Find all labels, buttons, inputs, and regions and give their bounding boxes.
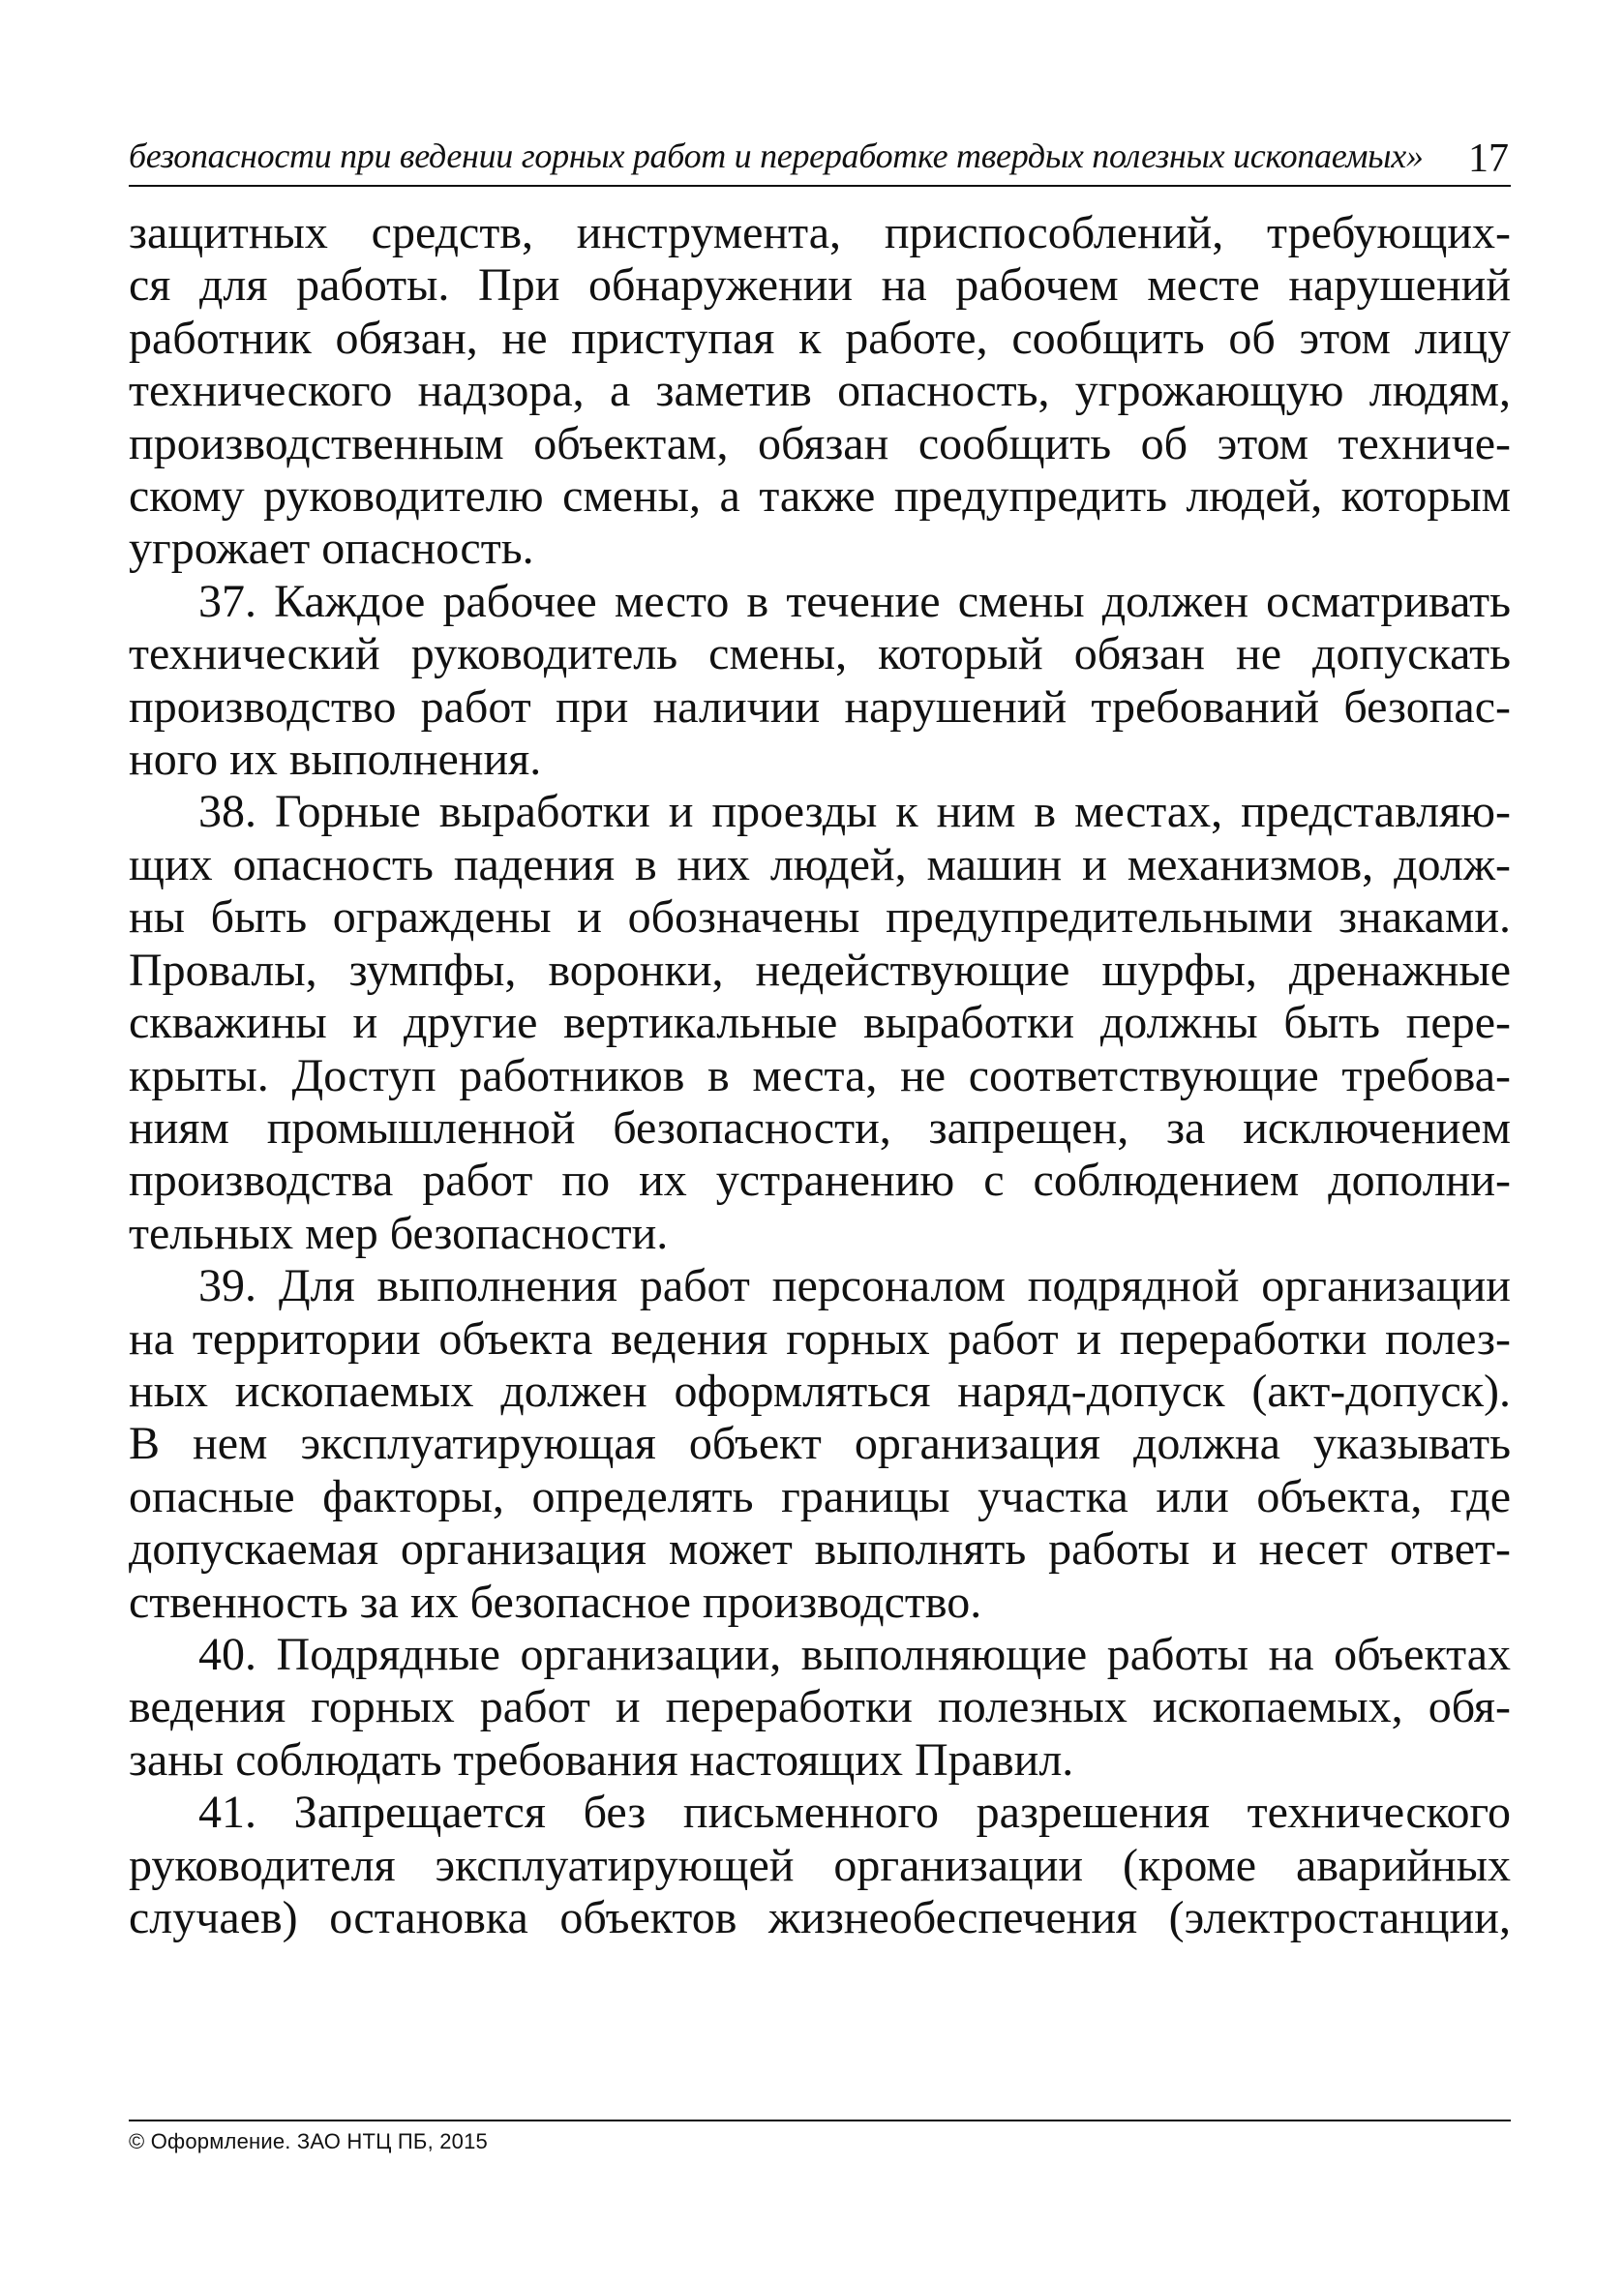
paragraph-37 [129, 576, 1511, 787]
footer-divider [129, 2120, 1511, 2121]
text-line: Провалы, зумпфы, воронки, недействующие шурфы, дренажные [129, 944, 1511, 996]
text-line: 40. Подрядные организации, выполняющие работы на объектах [198, 1628, 1511, 1680]
text-line: производство работ при наличии нарушений требований безопас- [129, 680, 1511, 733]
page-number: 17 [1468, 136, 1509, 181]
text-line: ся для работы. При обнаружении на рабочем месте нарушений [129, 259, 1511, 312]
paragraph-41 [129, 1787, 1511, 1944]
text-line: тельных мер безопасности. [129, 1207, 669, 1259]
text-line: 39. Для выполнения работ персоналом подрядной организации [198, 1260, 1511, 1312]
text-line: ных ископаемых должен оформляться наряд-допуск (акт-допуск). [129, 1365, 1511, 1417]
text-line: ственность за их безопасное производство. [129, 1576, 982, 1628]
text-line: ны быть ограждены и обозначены предупредительными знаками. [129, 891, 1511, 944]
text-line: защитных средств, инструмента, приспособлений, требующих- [129, 207, 1511, 258]
paragraph-38 [129, 786, 1511, 1260]
paragraph-39 [129, 1260, 1511, 1629]
text-line: производственным объектам, обязан сообщить об этом техниче- [129, 417, 1511, 469]
running-header [129, 135, 1511, 184]
text-line: технического надзора, а заметив опасность, угрожающую людям, [129, 365, 1511, 417]
paragraph-40 [129, 1629, 1511, 1787]
text-line: ного их выполнения. [129, 734, 542, 786]
text-line: допускаемая организация может выполнять работы и несет ответ- [129, 1523, 1511, 1576]
text-line: заны соблюдать требования настоящих Правил. [129, 1733, 1074, 1786]
text-line: 37. Каждое рабочее место в течение смены должен осматривать [198, 575, 1511, 627]
text-line: щих опасность падения в них людей, машин и механизмов, долж- [129, 838, 1511, 890]
footer-copyright: © Оформление. ЗАО НТЦ ПБ, 2015 [129, 2129, 488, 2153]
text-line: крыты. Доступ работников в места, не соответствующие требова- [129, 1049, 1511, 1101]
text-line: 38. Горные выработки и проезды к ним в местах, представляю- [198, 786, 1511, 838]
text-line: В нем эксплуатирующая объект организация должна указывать [129, 1418, 1511, 1470]
text-line: 41. Запрещается без письменного разрешения технического [198, 1787, 1511, 1839]
text-line: производства работ по их устранению с соблюдением дополни- [129, 1155, 1511, 1207]
text-line: ниям промышленной безопасности, запрещен, за исключением [129, 1101, 1511, 1154]
text-line: скому руководителю смены, а также предупредить людей, которым [129, 470, 1511, 523]
text-line: работник обязан, не приступая к работе, сообщить об этом лицу [129, 312, 1511, 364]
paragraph-continuation [129, 207, 1511, 576]
text-line: на территории объекта ведения горных работ и переработки полез- [129, 1312, 1511, 1365]
running-title: безопасности при ведении горных работ и переработке твердых полезных ископаемых» [129, 136, 1424, 175]
header-divider [129, 185, 1511, 187]
text-line: опасные факторы, определять границы участка или объекта, где [129, 1470, 1511, 1522]
text-line: скважины и другие вертикальные выработки должны быть пере- [129, 997, 1511, 1049]
text-line: руководителя эксплуатирующей организации (кроме аварийных [129, 1839, 1511, 1891]
text-line: случаев) остановка объектов жизнеобеспечения (электростанции, [129, 1892, 1511, 1943]
text-line: ведения горных работ и переработки полезных ископаемых, обя- [129, 1681, 1511, 1733]
text-line: технический руководитель смены, который обязан не допускать [129, 628, 1511, 680]
body-text [129, 207, 1511, 1944]
text-line: угрожает опасность. [129, 523, 534, 575]
